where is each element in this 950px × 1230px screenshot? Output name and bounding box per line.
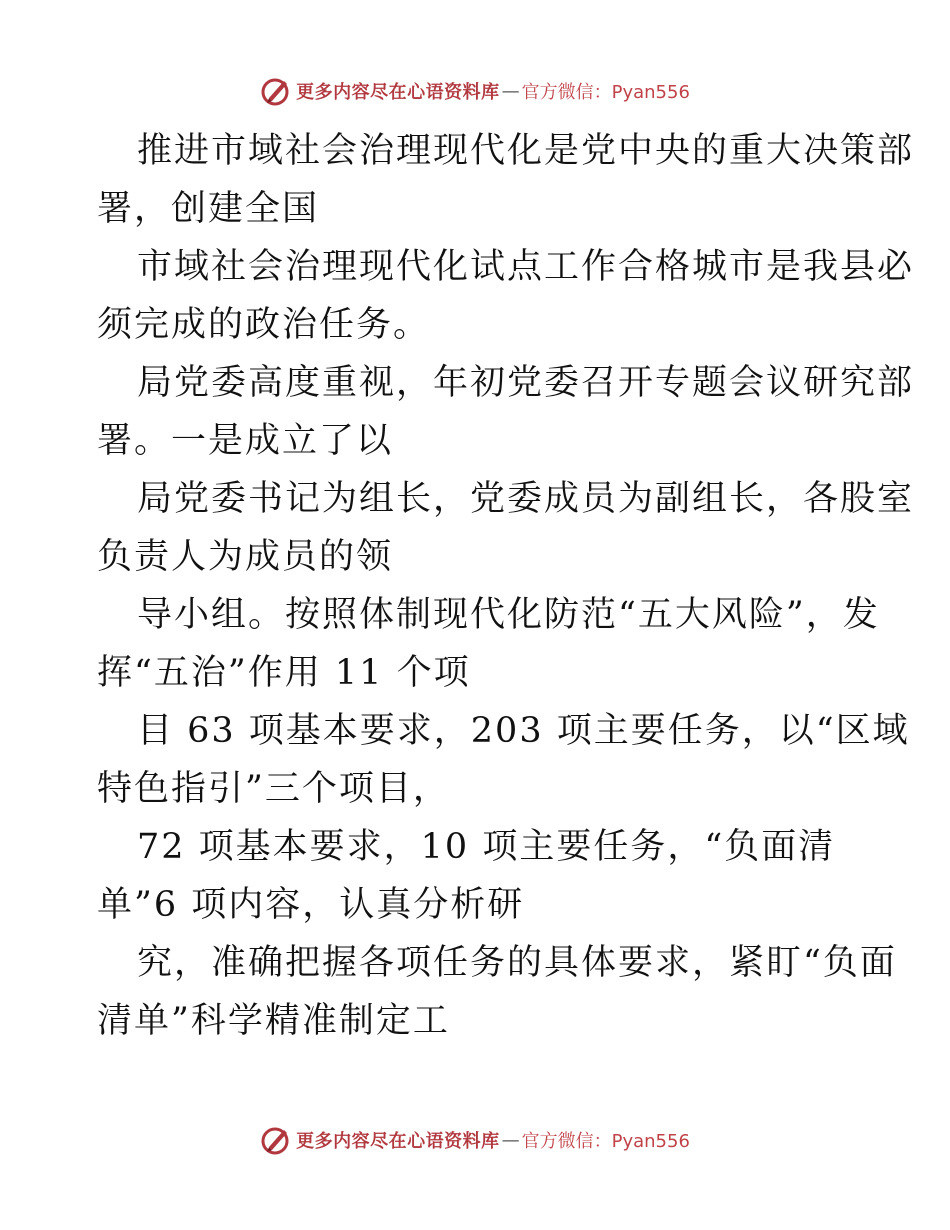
paragraph [97,122,915,238]
pen-logo-icon [260,75,292,107]
paragraph [97,354,915,470]
watermark-separator: — [501,80,520,102]
watermark-brand: 更多内容尽在心语资料库 [296,82,500,103]
paragraph-line: 特色指引”三个项目， [97,769,450,809]
paragraph [97,702,910,818]
paragraph-line: 究，准确把握各项任务的具体要求，紧盯“负面 [137,943,897,983]
paragraph-line: 署，创建全国 [97,189,320,229]
paragraph-line: 局党委书记为组长，党委成员为副组长，各股室 [137,479,915,519]
watermark-contact: 官方微信：Pyan556 [521,82,690,103]
paragraph-line: 负责人为成员的领 [97,537,394,577]
paragraph-line: 清单”科学精准制定工 [97,1001,450,1041]
paragraph [97,934,897,1050]
pen-logo-icon [260,1124,292,1156]
header-watermark [0,71,950,111]
paragraph-line: 署。一是成立了以 [97,421,394,461]
paragraph-line: 局党委高度重视，年初党委召开专题会议研究部 [137,363,915,403]
paragraph-line: 挥“五治”作用 11 个项 [97,653,471,693]
paragraph [97,818,857,934]
paragraph [97,470,915,586]
paragraph [97,238,915,354]
paragraph [97,586,880,702]
footer-watermark [0,1120,950,1160]
paragraph-line: 须完成的政治任务。 [97,305,431,345]
paragraph-line: 目 63 项基本要求，203 项主要任务，以“区域 [137,711,910,751]
paragraph-line: 导小组。按照体制现代化防范“五大风险”，发 [137,595,880,635]
paragraph-line: 推进市域社会治理现代化是党中央的重大决策部 [137,131,915,171]
paragraph-line: 市域社会治理现代化试点工作合格城市是我县必 [137,247,915,287]
paragraph-line: 单”6 项内容，认真分析研 [97,885,525,925]
watermark-contact: 官方微信：Pyan556 [521,1131,690,1152]
watermark-brand: 更多内容尽在心语资料库 [296,1131,500,1152]
watermark-separator: — [501,1129,520,1151]
document-body [97,122,915,1050]
paragraph-line: 72 项基本要求，10 项主要任务，“负面清 [137,827,836,867]
